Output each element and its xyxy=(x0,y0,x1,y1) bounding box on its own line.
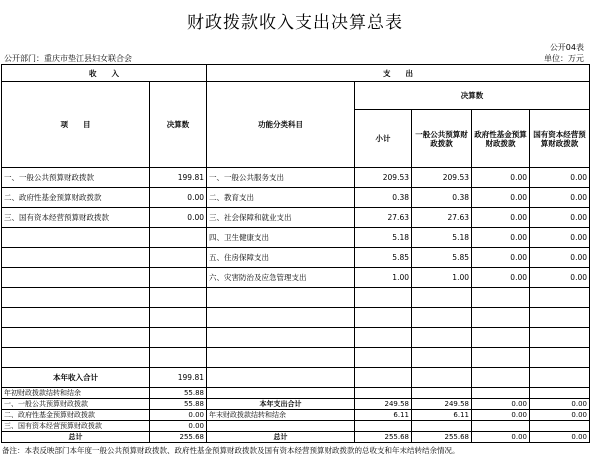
table-row: 一、一般公共预算财政拨款 199.81 一、一般公共服务支出 209.53 209.53 0.00 0.00 xyxy=(2,168,590,188)
income-header: 收 入 xyxy=(2,65,207,82)
general-budget-header: 一般公共预算财政拨款 xyxy=(412,110,472,168)
soe-header: 国有资本经营预算财政拨款 xyxy=(530,110,590,168)
carry-general-row: 一、一般公共预算财政拨款 55.88 本年支出合计 249.58 249.58 0.00 0.00 xyxy=(2,399,590,410)
carry-gov-fund-row: 二、政府性基金预算财政拨款 0.00 年末财政拨款结转和结余 6.11 6.11 0.00 0.00 xyxy=(2,410,590,421)
expense-header: 支 出 xyxy=(207,65,590,82)
table-row: 五、住房保障支出 5.85 5.85 0.00 0.00 xyxy=(2,248,590,268)
table-row: 二、政府性基金预算财政拨款 0.00 二、教育支出 0.38 0.38 0.00 0.00 xyxy=(2,188,590,208)
subtotal-header: 小计 xyxy=(355,110,412,168)
department-name: 公开部门：重庆市垫江县妇女联合会 xyxy=(4,54,132,63)
empty-row xyxy=(2,288,590,308)
unit-label: 单位：万元 xyxy=(544,54,584,63)
grand-total-row: 总计 255.68 总计 255.68 255.68 0.00 0.00 xyxy=(2,432,590,443)
func-header: 功能分类科目 xyxy=(207,82,355,168)
footnote: 备注：本表反映部门本年度一般公共预算财政拨款、政府性基金预算财政拨款及国有资本经营预算财政拨款的总收支和年末结转结余情况。 xyxy=(2,446,460,455)
carry-soe-row: 三、国有资本经营预算财政拨款 0.00 xyxy=(2,421,590,432)
amount-header: 决算数 xyxy=(150,82,207,168)
table-row: 三、国有资本经营预算财政拨款 0.00 三、社会保障和就业支出 27.63 27.63 0.00 0.00 xyxy=(2,208,590,228)
empty-row xyxy=(2,308,590,328)
gov-fund-header: 政府性基金预算财政拨款 xyxy=(472,110,530,168)
final-header: 决算数 xyxy=(355,82,590,110)
income-total-row: 本年收入合计 199.81 xyxy=(2,368,590,388)
table-row: 四、卫生健康支出 5.18 5.18 0.00 0.00 xyxy=(2,228,590,248)
item-header: 项 目 xyxy=(2,82,150,168)
form-code: 公开04表 xyxy=(549,43,584,52)
carry-row: 年初财政拨款结转和结余 55.88 xyxy=(2,388,590,399)
report-title: 财政拨款收入支出决算总表 xyxy=(187,13,403,33)
empty-row xyxy=(2,328,590,348)
table-row: 六、灾害防治及应急管理支出 1.00 1.00 0.00 0.00 xyxy=(2,268,590,288)
finance-table xyxy=(1,64,590,443)
empty-row xyxy=(2,348,590,368)
